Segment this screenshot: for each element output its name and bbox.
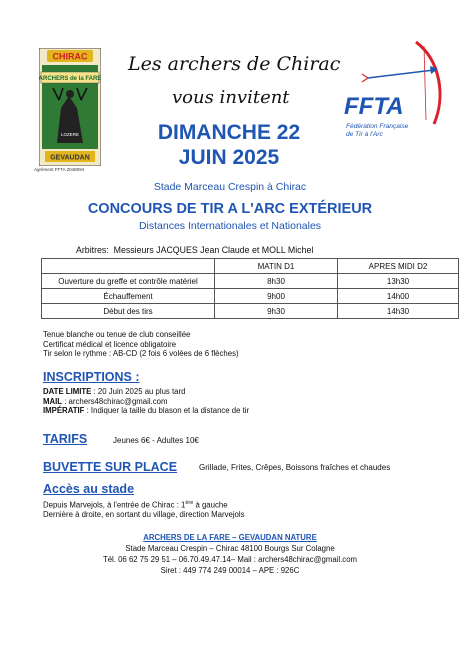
ffta-line2: de Tir à l'Arc <box>346 131 383 138</box>
acces-line1-sup: ère <box>185 500 194 506</box>
event-date <box>100 120 358 170</box>
schedule-cell: 9h30 <box>215 304 338 319</box>
schedule-cell: 9h00 <box>215 289 338 304</box>
logo-bottom-text: GEVAUDAN <box>50 154 90 162</box>
footer-club-name: ARCHERS DE LA FARE – GEVAUDAN NATURE <box>143 533 317 542</box>
arbitres-line <box>76 245 313 255</box>
inscription-line <box>43 387 249 397</box>
ffta-acronym: FFTA <box>344 93 404 120</box>
acces-heading: Accès au stade <box>43 482 135 496</box>
logo-region-text: LOZERE <box>60 132 80 137</box>
notes-block <box>43 330 239 359</box>
footer-address: Stade Marceau Crespin – Chirac 48100 Bourgs Sur Colagne <box>125 544 335 553</box>
acces-line2: Dernière à droite, en sortant du village, direction Marvejols <box>43 510 245 520</box>
schedule-cell: Ouverture du greffe et contrôle matériel <box>42 274 215 289</box>
inscription-line <box>43 397 249 407</box>
note-line: Tenue blanche ou tenue de club conseillée <box>43 330 191 339</box>
ffta-line1: Fédération Française <box>346 123 409 130</box>
inscription-label: IMPÉRATIF <box>43 406 85 415</box>
logo-banner-text: ARCHERS de la FARE <box>39 76 101 82</box>
agrement-text: Agrément FFTA 2048094 <box>34 167 85 172</box>
acces-line1 <box>43 499 245 510</box>
inscription-label: DATE LIMITE <box>43 387 92 396</box>
table-row <box>42 274 459 289</box>
inscription-text: : 20 Juin 2025 au plus tard <box>91 387 186 396</box>
buvette-heading: BUVETTE SUR PLACE <box>43 460 178 474</box>
schedule-header-row <box>42 259 459 274</box>
buvette-text: Grillade, Frites, Crêpes, Boissons fraîches et chaudes <box>199 463 391 472</box>
arbitres-label: Arbitres: <box>76 245 109 255</box>
table-row <box>42 289 459 304</box>
inscriptions-block <box>43 387 249 416</box>
footer <box>0 532 460 576</box>
schedule-cell: 14h00 <box>338 289 459 304</box>
inscriptions-heading: INSCRIPTIONS : <box>43 370 140 384</box>
schedule-cell: 14h30 <box>338 304 459 319</box>
venue-text: Stade Marceau Crespin à Chirac <box>153 181 307 193</box>
headline-line1: Les archers de Chirac <box>128 53 341 75</box>
tarifs-heading: TARIFS <box>43 432 88 446</box>
schedule-cell: 13h30 <box>338 274 459 289</box>
inscription-text: : Indiquer la taille du blason et la distance de tir <box>84 406 250 415</box>
note-line: Certificat médical et licence obligatoire <box>43 339 177 349</box>
date-line1: DIMANCHE 22 <box>157 121 301 144</box>
inscription-line <box>43 406 249 416</box>
acces-line1-pre: Depuis Marvejols, à l'entrée de Chirac : 1 <box>43 500 186 510</box>
schedule-header-cell <box>42 259 215 274</box>
schedule-header-cell: APRES MIDI D2 <box>338 259 459 274</box>
table-row <box>42 304 459 319</box>
schedule-header-cell: MATIN D1 <box>215 259 338 274</box>
schedule-cell: Échauffement <box>42 289 215 304</box>
contest-title: CONCOURS DE TIR A L'ARC EXTÉRIEUR <box>87 201 373 217</box>
tarifs-text: Jeunes 6€ - Adultes 10€ <box>113 436 199 445</box>
distances-text: Distances Internationales et Nationales <box>138 220 322 232</box>
footer-contact: Tél. 06 62 75 29 51 – 06.70.49.47.14– Mail : archers48chirac@gmail.com <box>102 555 358 564</box>
logo-top-text: CHIRAC <box>52 51 88 62</box>
acces-block <box>43 499 245 520</box>
schedule-cell: 8h30 <box>215 274 338 289</box>
arbitres-names: Messieurs JACQUES Jean Claude et MOLL Michel <box>113 245 314 255</box>
club-logo <box>39 48 101 166</box>
inscription-label: MAIL <box>43 396 63 406</box>
note-line: Tir selon le rythme : AB-CD (2 fois 6 volées de 6 flèches) <box>43 349 239 358</box>
bow-arc-icon <box>416 42 440 124</box>
date-line2: JUIN 2025 <box>178 146 280 169</box>
footer-siret: Siret : 449 774 249 00014 – APE : 926C <box>160 566 300 575</box>
inscription-email[interactable]: : archers48chirac@gmail.com <box>62 396 168 406</box>
schedule-cell: Début des tirs <box>42 304 215 319</box>
acces-line1-post: à gauche <box>193 500 228 510</box>
arrow-icon <box>368 70 434 78</box>
schedule-table <box>41 258 459 319</box>
headline-line2: vous invitent <box>172 87 290 108</box>
